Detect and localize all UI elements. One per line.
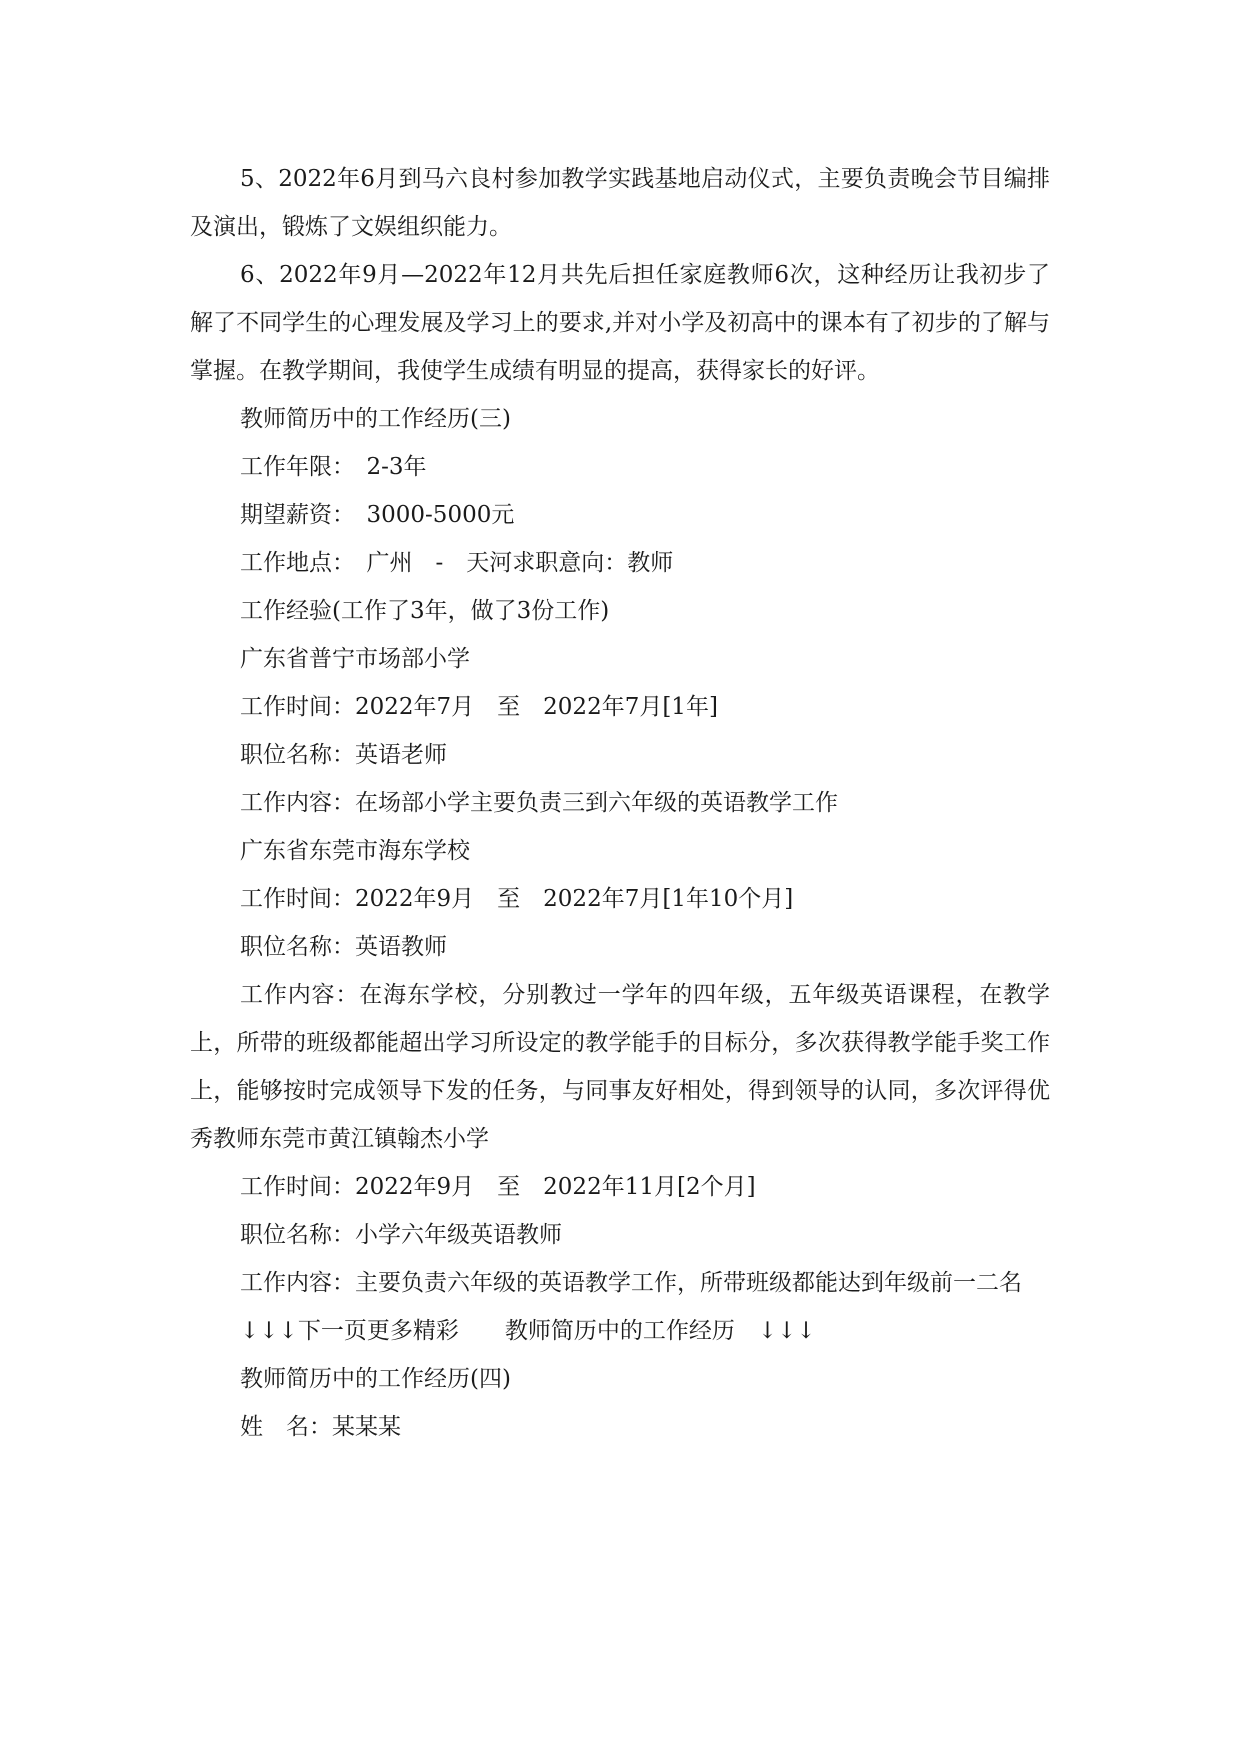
employer-name: 广东省东莞市海东学校 bbox=[240, 838, 470, 864]
work-period-line: 工作时间：2022年7月 至 2022年7月[1年] bbox=[240, 694, 718, 720]
document-page bbox=[190, 155, 1050, 1451]
next-page-link[interactable]: ↓↓↓下一页更多精彩 教师简历中的工作经历 ↓↓↓ bbox=[240, 1318, 816, 1344]
work-period-line: 工作时间：2022年9月 至 2022年7月[1年10个月] bbox=[240, 886, 794, 912]
work-period-line: 工作时间：2022年9月 至 2022年11月[2个月] bbox=[240, 1174, 756, 1200]
job-title-line: 职位名称：小学六年级英语教师 bbox=[240, 1222, 562, 1248]
expected-salary-line: 期望薪资： 3000-5000元 bbox=[240, 502, 515, 528]
work-experience-line: 工作经验(工作了3年，做了3份工作) bbox=[240, 598, 610, 624]
paragraph-item-5: 5、2022年6月到马六良村参加教学实践基地启动仪式，主要负责晚会节目编排及演出，锻炼了文娱组织能力。 bbox=[190, 166, 1050, 240]
job-title-line: 职位名称：英语老师 bbox=[240, 742, 447, 768]
section-heading-three: 教师简历中的工作经历(三) bbox=[240, 406, 511, 432]
job-title-line: 职位名称：英语教师 bbox=[240, 934, 447, 960]
paragraph-item-6: 6、2022年9月—2022年12月共先后担任家庭教师6次，这种经历让我初步了解了不同学生的心理发展及学习上的要求,并对小学及初高中的课本有了初步的了解与掌握。在教学期间，我使学生成绩有明显的提高，获得家长的好评。 bbox=[190, 262, 1050, 384]
work-years-line: 工作年限： 2-3年 bbox=[240, 454, 427, 480]
name-line: 姓 名：某某某 bbox=[240, 1414, 401, 1440]
job-content-paragraph: 工作内容：在海东学校，分别教过一学年的四年级，五年级英语课程，在教学上，所带的班级都能超出学习所设定的教学能手的目标分，多次获得教学能手奖工作上，能够按时完成领导下发的任务，与同事友好相处，得到领导的认同，多次评得优秀教师东莞市黄江镇翰杰小学 bbox=[190, 982, 1050, 1152]
employer-name: 广东省普宁市场部小学 bbox=[240, 646, 470, 672]
work-location-line: 工作地点： 广州 - 天河求职意向：教师 bbox=[240, 550, 674, 576]
job-content-paragraph: 工作内容：主要负责六年级的英语教学工作，所带班级都能达到年级前一二名 bbox=[240, 1270, 1022, 1296]
job-content-line: 工作内容：在场部小学主要负责三到六年级的英语教学工作 bbox=[240, 790, 838, 816]
section-heading-four: 教师简历中的工作经历(四) bbox=[240, 1366, 511, 1392]
